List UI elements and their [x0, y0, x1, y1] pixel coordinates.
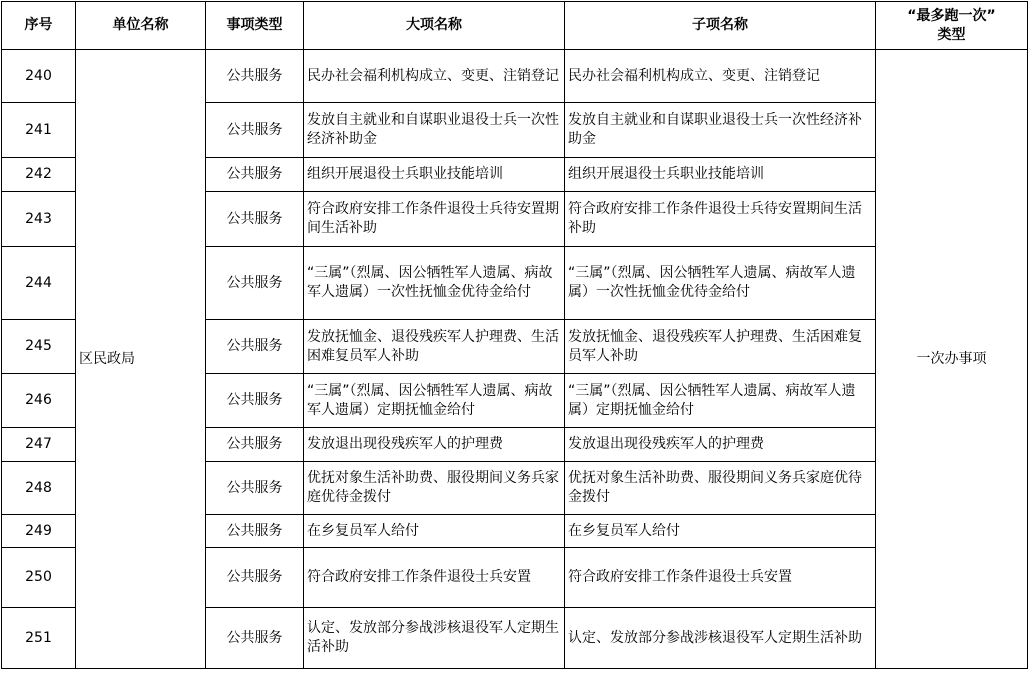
row-number: 243	[2, 192, 76, 247]
main-item-name: 民办社会福利机构成立、变更、注销登记	[304, 50, 565, 103]
item-type: 公共服务	[206, 428, 304, 462]
row-number: 250	[2, 548, 76, 608]
item-type: 公共服务	[206, 608, 304, 669]
main-item-name: 在乡复员军人给付	[304, 515, 565, 548]
item-type: 公共服务	[206, 548, 304, 608]
header-kind-line2: 类型	[937, 26, 966, 43]
main-item-name: 符合政府安排工作条件退役士兵待安置期间生活补助	[304, 192, 565, 247]
item-type: 公共服务	[206, 50, 304, 103]
main-item-name: 认定、发放部分参战涉核退役军人定期生活补助	[304, 608, 565, 669]
item-type: 公共服务	[206, 247, 304, 320]
sub-item-name: “三属”（烈属、因公牺牲军人遗属、病故军人遗属）一次性抚恤金优待金给付	[565, 247, 876, 320]
sub-item-name: 发放退出现役残疾军人的护理费	[565, 428, 876, 462]
main-item-name: 发放抚恤金、退役残疾军人护理费、生活困难复员军人补助	[304, 320, 565, 374]
main-item-name: 组织开展退役士兵职业技能培训	[304, 158, 565, 192]
run-once-type-cell: 一次办事项	[876, 50, 1028, 669]
main-item-name: 优抚对象生活补助费、服役期间义务兵家庭优待金拨付	[304, 462, 565, 515]
main-item-name: 发放退出现役残疾军人的护理费	[304, 428, 565, 462]
sub-item-name: 符合政府安排工作条件退役士兵安置	[565, 548, 876, 608]
row-number: 245	[2, 320, 76, 374]
item-type: 公共服务	[206, 320, 304, 374]
header-kind-line1: “最多跑一次”	[907, 7, 996, 24]
row-number: 240	[2, 50, 76, 103]
header-main: 大项名称	[304, 2, 565, 50]
header-sub: 子项名称	[565, 2, 876, 50]
main-item-name: “三属”（烈属、因公牺牲军人遗属、病故军人遗属）一次性抚恤金优待金给付	[304, 247, 565, 320]
sub-item-name: “三属”（烈属、因公牺牲军人遗属、病故军人遗属）定期抚恤金给付	[565, 374, 876, 428]
item-type: 公共服务	[206, 103, 304, 158]
sub-item-name: 优抚对象生活补助费、服役期间义务兵家庭优待金拨付	[565, 462, 876, 515]
row-number: 247	[2, 428, 76, 462]
item-type: 公共服务	[206, 462, 304, 515]
sub-item-name: 组织开展退役士兵职业技能培训	[565, 158, 876, 192]
row-number: 242	[2, 158, 76, 192]
header-type: 事项类型	[206, 2, 304, 50]
row-number: 246	[2, 374, 76, 428]
row-number: 251	[2, 608, 76, 669]
row-number: 244	[2, 247, 76, 320]
item-type: 公共服务	[206, 192, 304, 247]
sub-item-name: 发放抚恤金、退役残疾军人护理费、生活困难复员军人补助	[565, 320, 876, 374]
unit-name-cell: 区民政局	[76, 50, 206, 669]
table-row	[2, 50, 1028, 103]
row-number: 248	[2, 462, 76, 515]
sub-item-name: 民办社会福利机构成立、变更、注销登记	[565, 50, 876, 103]
main-item-name: “三属”（烈属、因公牺牲军人遗属、病故军人遗属）定期抚恤金给付	[304, 374, 565, 428]
service-items-table	[1, 1, 1028, 669]
item-type: 公共服务	[206, 374, 304, 428]
header-unit: 单位名称	[76, 2, 206, 50]
item-type: 公共服务	[206, 515, 304, 548]
item-type: 公共服务	[206, 158, 304, 192]
row-number: 249	[2, 515, 76, 548]
main-item-name: 发放自主就业和自谋职业退役士兵一次性经济补助金	[304, 103, 565, 158]
row-number: 241	[2, 103, 76, 158]
header-row	[2, 2, 1028, 50]
header-kind	[876, 2, 1028, 50]
sub-item-name: 发放自主就业和自谋职业退役士兵一次性经济补助金	[565, 103, 876, 158]
header-num: 序号	[2, 2, 76, 50]
main-item-name: 符合政府安排工作条件退役士兵安置	[304, 548, 565, 608]
sub-item-name: 在乡复员军人给付	[565, 515, 876, 548]
sub-item-name: 符合政府安排工作条件退役士兵待安置期间生活补助	[565, 192, 876, 247]
sub-item-name: 认定、发放部分参战涉核退役军人定期生活补助	[565, 608, 876, 669]
